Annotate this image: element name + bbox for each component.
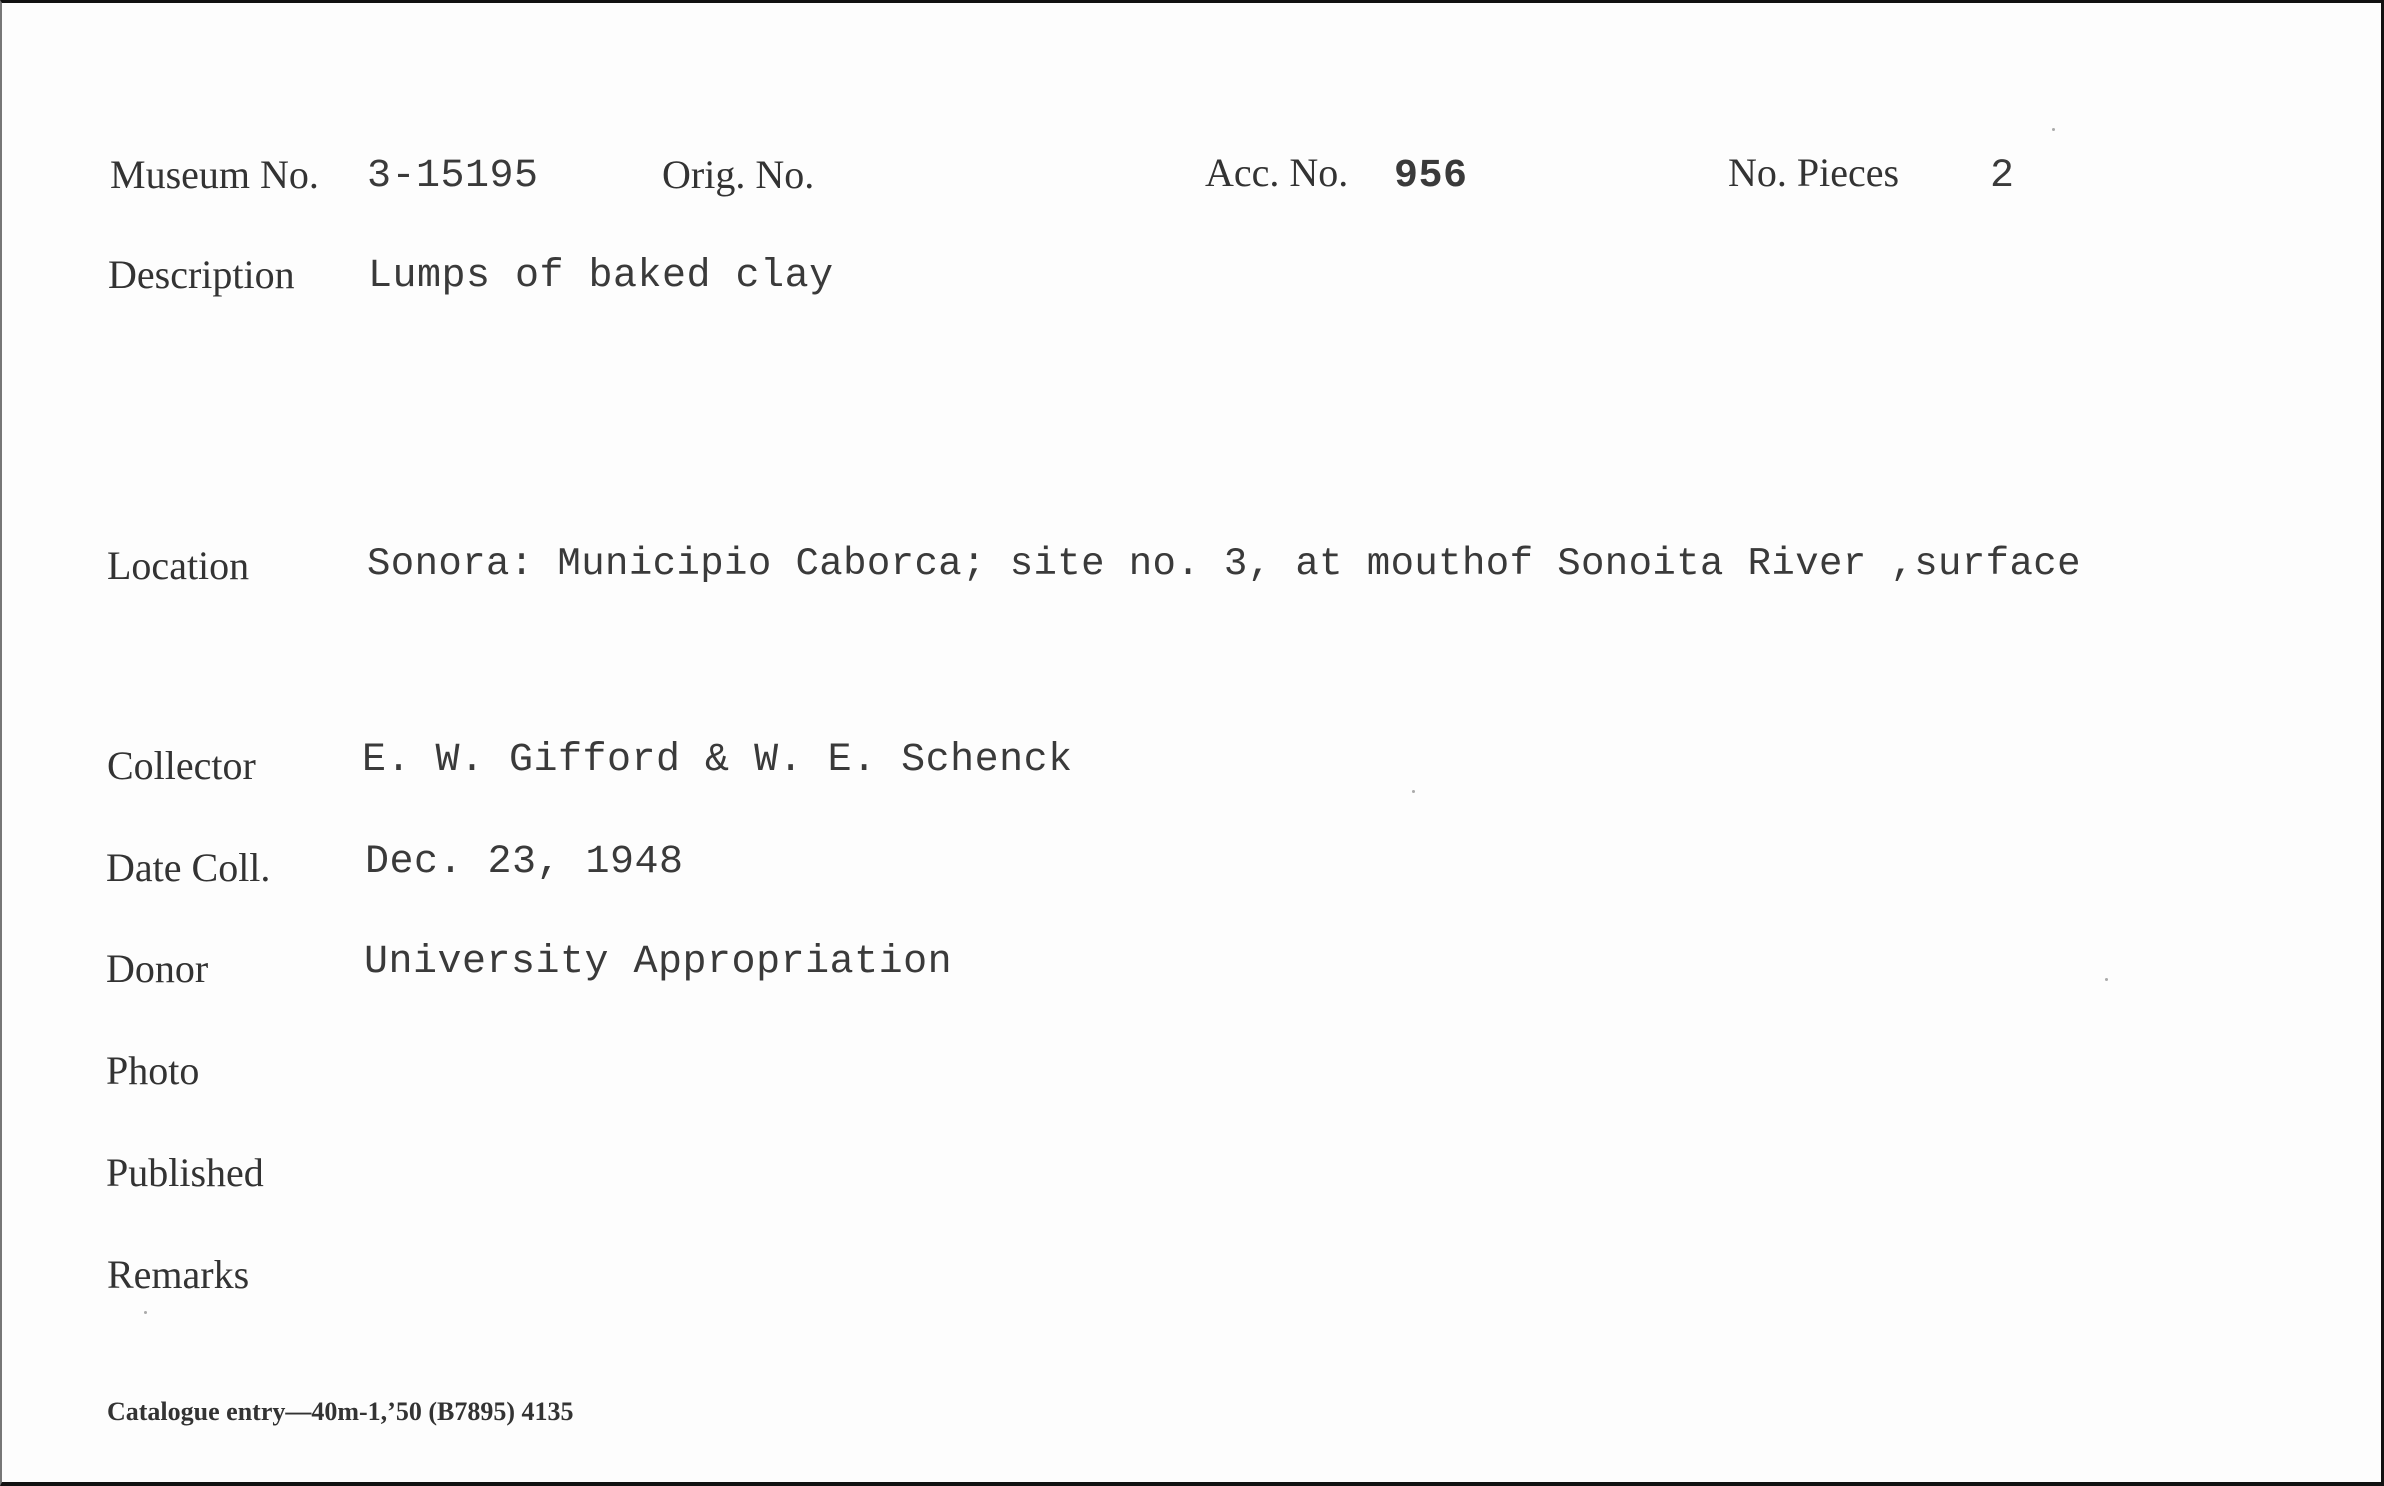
paper-speck bbox=[144, 1311, 147, 1314]
acc-no-label: Acc. No. bbox=[1205, 150, 1349, 195]
paper-speck bbox=[2105, 978, 2108, 981]
collector-label: Collector bbox=[107, 743, 256, 788]
museum-no-value: 3-15195 bbox=[367, 154, 539, 199]
donor-label: Donor bbox=[106, 946, 209, 991]
date-coll-value: Dec. 23, 1948 bbox=[365, 840, 684, 885]
description-value: Lumps of baked clay bbox=[368, 254, 834, 299]
description-label: Description bbox=[108, 252, 295, 297]
no-pieces-label: No. Pieces bbox=[1728, 150, 1900, 195]
donor-value: University Appropriation bbox=[364, 940, 953, 985]
paper-speck bbox=[1412, 790, 1415, 793]
remarks-label: Remarks bbox=[107, 1252, 250, 1297]
paper-speck bbox=[2052, 128, 2055, 131]
no-pieces-value: 2 bbox=[1990, 154, 2015, 199]
acc-no-value: 956 bbox=[1394, 154, 1468, 199]
photo-label: Photo bbox=[106, 1048, 200, 1093]
museum-no-label: Museum No. bbox=[110, 152, 319, 197]
location-value: Sonora: Municipio Caborca; site no. 3, at mouthof Sonoita River ,surface bbox=[367, 542, 2081, 586]
catalogue-entry-footer: Catalogue entry—40m-1,’50 (B7895) 4135 bbox=[107, 1397, 574, 1426]
orig-no-label: Orig. No. bbox=[662, 152, 815, 197]
published-label: Published bbox=[106, 1150, 264, 1195]
location-label: Location bbox=[107, 543, 250, 588]
collector-value: E. W. Gifford & W. E. Schenck bbox=[362, 738, 1073, 783]
date-coll-label: Date Coll. bbox=[106, 845, 271, 890]
